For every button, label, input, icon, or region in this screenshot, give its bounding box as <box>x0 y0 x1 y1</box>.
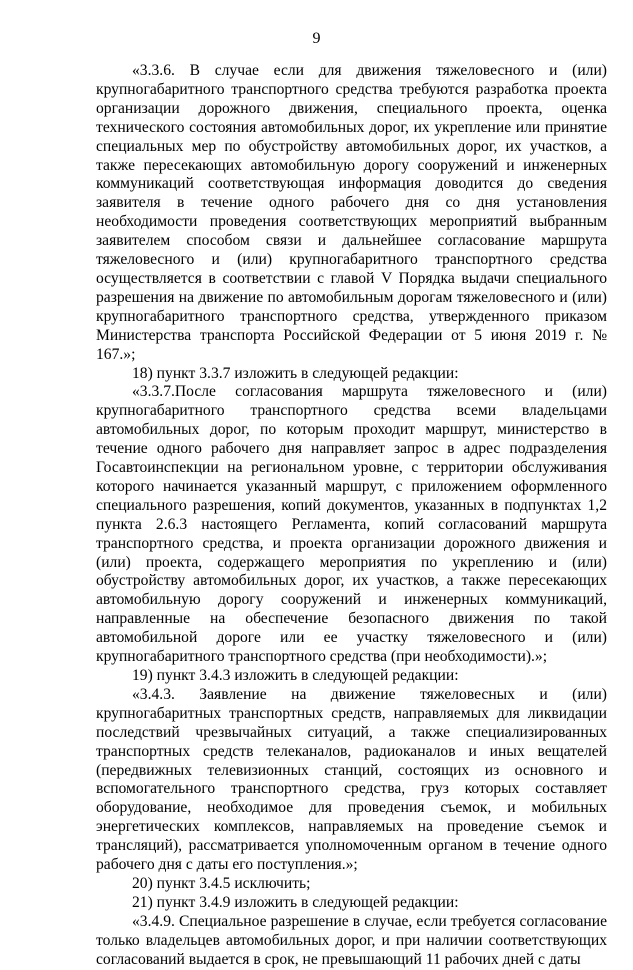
amendment-item-21: 21) пункт 3.4.9 изложить в следующей редакции: <box>132 893 459 911</box>
paragraph-3-3-7-text: «3.3.7.После согласования маршрута тяжеловесного и (или) крупногабаритного транспортного средства всеми владельцами автомобильных дорог, по которым проходит маршрут, министерство в течение одного рабочего дня направляет запрос в адрес подразделения Госавтоинспекции на региональном уровне, с территории обслуживания которого начинается указанный маршрут, с приложением оформленного специального разрешения, копий документов, указанных в подпунктах 1,2 пункта 2.6.3 настоящего Регламента, копий согласований маршрута транспортного средства, и проекта организации дорожного движения и (или) проекта, содержащего мероприятия по укреплению и (или) обустройству автомобильных дорог, их участков, а также пересекающих автомобильную дорогу сооружений и инженерных коммуникаций, направленные на обеспечение безопасного движения по такой автомобильной дороге или ее участку тяжеловесного и (или) крупногабаритного транспортного средства (при необходимости).»; <box>96 383 607 666</box>
paragraph-3-4-3-text: «3.4.3. Заявление на движение тяжеловесных и (или) крупногабаритных транспортных средств, направляемых для ликвидации последствий чрезвычайных ситуаций, а также специализированных транспортных средств телеканалов, радиоканалов и иных вещателей (передвижных телевизионных станций, состоящих из основного и вспомогательного транспортного средства, груз которых составляет оборудование, необходимое для проведения съемок, и мобильных энергетических комплексов, направляемых на проведение съемок и трансляций), рассматривается уполномоченным органом в течение одного рабочего дня с даты его поступления.»; <box>96 685 607 874</box>
amendment-item-19: 19) пункт 3.4.3 изложить в следующей редакции: <box>132 667 459 684</box>
amendment-item-18: 18) пункт 3.3.7 изложить в следующей редакции: <box>132 364 459 382</box>
document-body <box>96 62 607 970</box>
paragraph-3-4-9-text: «3.4.9. Специальное разрешение в случае, если требуется согласование только владельцев автомобильных дорог, и при наличии соответствующих согласований выдается в срок, не превышающий 11 рабочих дней с даты <box>96 912 607 968</box>
amendment-item-20: 20) пункт 3.4.5 исключить; <box>132 874 311 892</box>
paragraph-3-3-6-text: «3.3.6. В случае если для движения тяжеловесного и (или) крупногабаритного транспортного средства требуются разработка проекта организации дорожного движения, специального проекта, оценка технического состояния автомобильных дорог, их укрепление или принятие специальных мер по обустройству автомобильных дорог, их участков, а также пересекающих автомобильную дорогу сооружений и инженерных коммуникаций соответствующая информация доводится до сведения заявителя в течение одного рабочего дня со дня установления необходимости проведения соответствующих мероприятий выбранным заявителем способом связи и дальнейшее согласование маршрута тяжеловесного и (или) крупногабаритного транспортного средства осуществляется в соответствии с главой V Порядка выдачи специального разрешения на движение по автомобильным дорогам тяжеловесного и (или) крупногабаритного транспортного средства, утвержденного приказом Министерства транспорта Российской Федерации от 5 июня 2019 г. № 167.»; <box>96 62 607 363</box>
page-number: 9 <box>312 30 321 47</box>
